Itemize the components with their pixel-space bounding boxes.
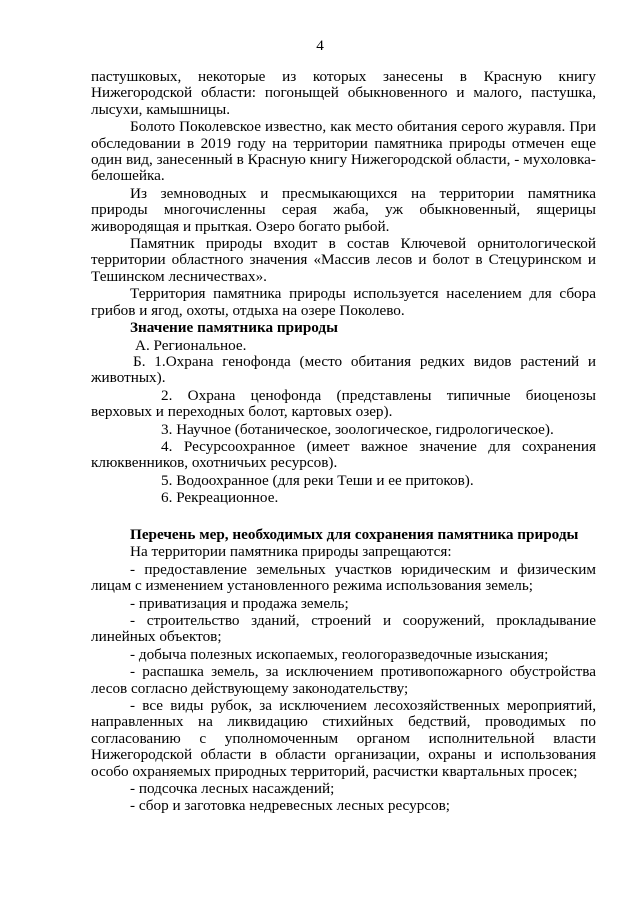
paragraph-amphibians: Из земноводных и пресмыкающихся на территории памятника природы многочисленны серая жаба, уж обыкновенный, ящерицы живородящая и прыткая. Озеро богато рыбой. xyxy=(91,184,596,235)
measures-item: - предоставление земельных участков юридическим и физическим лицам с изменением установленного режима использования земель; xyxy=(91,560,596,595)
paragraph-birds-continued: пастушковых, некоторые из которых занесены в Красную книгу Нижегородской области: погоныщей обыкновенного и малого, пастушка, лысухи, камышницы. xyxy=(91,68,596,118)
significance-heading: Значение памятника природы xyxy=(130,319,338,337)
measures-item: - все виды рубок, за исключением лесохозяйственных мероприятий, направленных на ликвидацию стихийных бедствий, проводимых по согласованию с уполномоченным органом исполнительной власти Нижегородской области в области организации, охраны и использования особо охраняемых природных территорий, расчистки квартальных просек; xyxy=(91,697,596,780)
section-spacer xyxy=(91,507,596,523)
significance-item-b6: 6. Рекреационное. xyxy=(161,489,279,507)
measures-item: - приватизация и продажа земель; xyxy=(130,594,349,612)
significance-item-b3: 3. Научное (ботаническое, зоологическое, гидрологическое). xyxy=(161,420,554,438)
measures-item: - добыча полезных ископаемых, геологоразведочные изыскания; xyxy=(130,645,549,663)
significance-item-b4: 4. Ресурсоохранное (имеет важное значение для сохранения клюквенников, охотничьих ресурсов). xyxy=(91,437,596,472)
page-number: 4 xyxy=(316,37,324,54)
significance-item-b2: 2. Охрана ценофонда (представлены типичные биоценозы верховых и переходных болот, картовых озер). xyxy=(91,386,596,421)
paragraph-usage: Территория памятника природы используется населением для сбора грибов и ягод, охоты, отдыха на озере Поколево. xyxy=(91,285,596,319)
measures-item: - подсочка лесных насаждений; xyxy=(130,780,335,798)
measures-item: - распашка земель, за исключением противопожарного обустройства лесов согласно действующему законодательству; xyxy=(91,663,596,697)
significance-item-b1: Б. 1.Охрана генофонда (место обитания редких видов растений и животных). xyxy=(91,352,596,387)
paragraph-ornithological-territory: Памятник природы входит в состав Ключевой орнитологической территории областного значения «Массив лесов и болот в Стецуринском и Тешинском лесничествах». xyxy=(91,235,596,285)
measures-intro: На территории памятника природы запрещаются: xyxy=(130,543,452,561)
measures-item: - строительство зданий, строений и сооружений, прокладывание линейных объектов; xyxy=(91,611,596,646)
significance-item-b5: 5. Водоохранное (для реки Теши и ее притоков). xyxy=(161,471,474,489)
measures-heading: Перечень мер, необходимых для сохранения памятника природы xyxy=(130,525,579,543)
document-body xyxy=(91,69,596,815)
paragraph-crane: Болото Поколевское известно, как место обитания серого журавля. При обследовании в 2019 году на территории памятника природы отмечен еще один вид, занесенный в Красную книгу Нижегородской области, - мухоловка-белошейка. xyxy=(91,118,596,185)
significance-item-a: А. Региональное. xyxy=(135,336,247,354)
measures-item: - сбор и заготовка недревесных лесных ресурсов; xyxy=(130,797,451,815)
